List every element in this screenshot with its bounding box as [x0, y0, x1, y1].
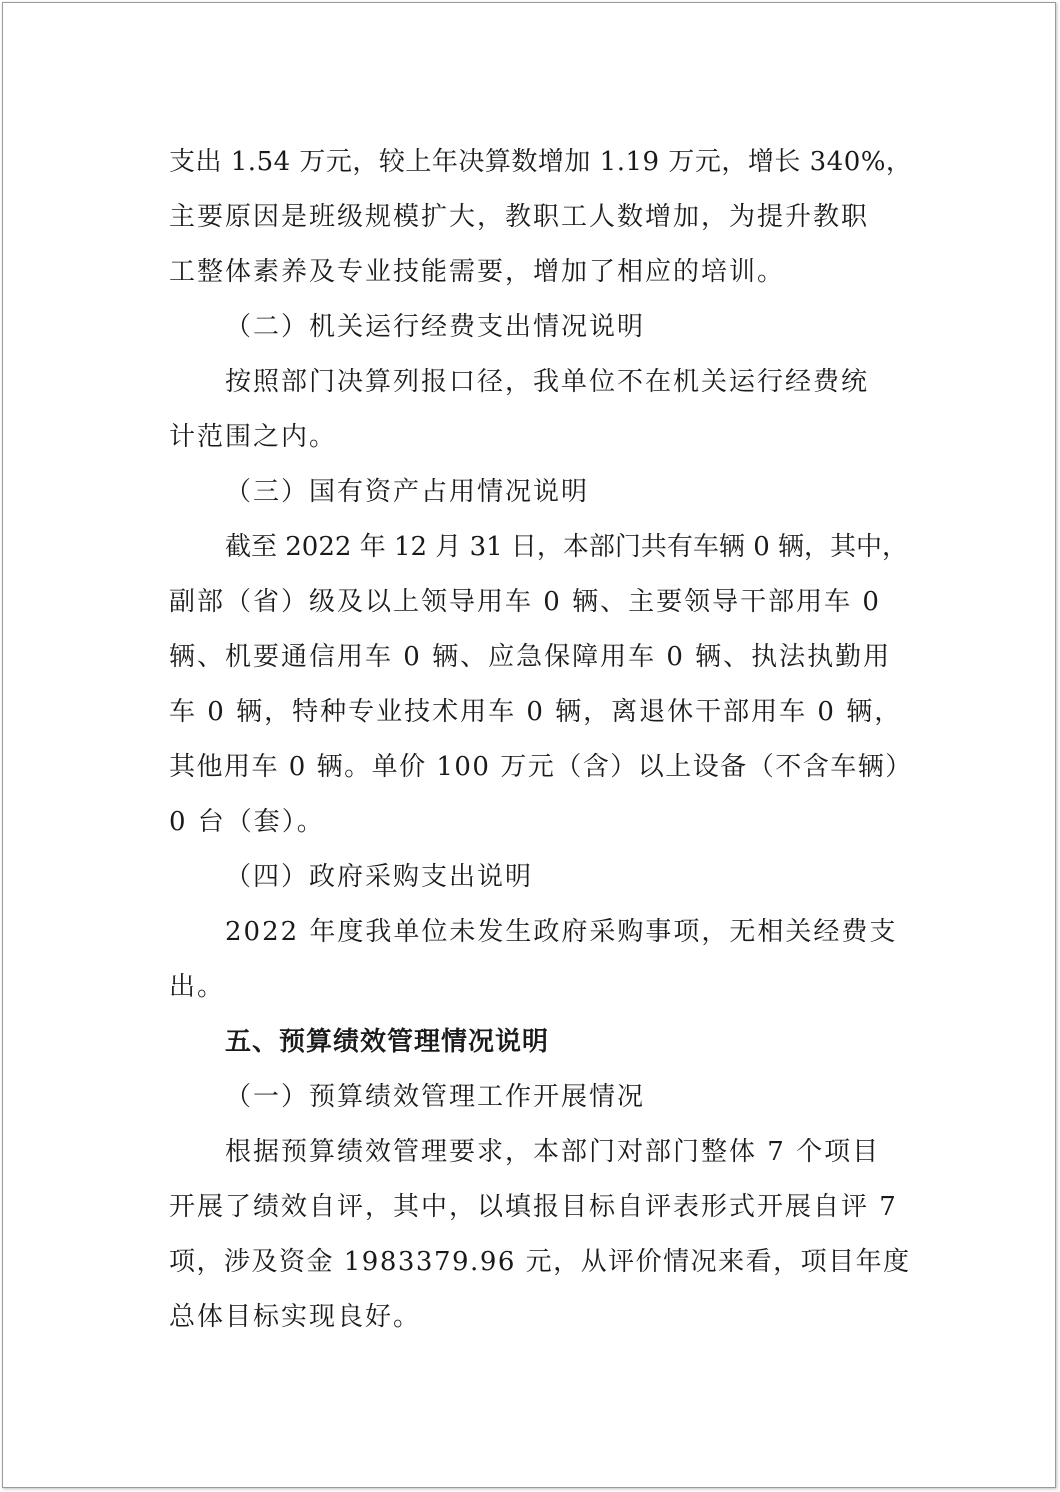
section-heading: （四）政府采购支出说明 [225, 862, 534, 892]
text-line: 开展了绩效自评，其中，以填报目标自评表形式开展自评 7 [169, 1192, 898, 1222]
chapter-heading: 五、预算绩效管理情况说明 [225, 1027, 550, 1057]
text-line: 总体目标实现良好。 [169, 1302, 422, 1332]
text-line: 其他用车 0 辆。单价 100 万元（含）以上设备（不含车辆） [169, 752, 913, 782]
text-line: 按照部门决算列报口径，我单位不在机关运行经费统 [225, 367, 870, 397]
section-heading: （三）国有资产占用情况说明 [225, 477, 590, 507]
text-line: 主要原因是班级规模扩大，教职工人数增加，为提升教职 [169, 202, 870, 232]
section-heading: （一）预算绩效管理工作开展情况 [225, 1082, 646, 1112]
text-line: 0 台（套）。 [169, 807, 325, 837]
text-line: 工整体素养及专业技能需要，增加了相应的培训。 [169, 257, 786, 287]
text-line: 车 0 辆，特种专业技术用车 0 辆，离退休干部用车 0 辆， [169, 697, 903, 727]
text-line: 截至 2022 年 12 月 31 日，本部门共有车辆 0 辆，其中， [225, 532, 908, 562]
text-line: 2022 年度我单位未发生政府采购事项，无相关经费支 [225, 917, 898, 947]
text-line: 辆、机要通信用车 0 辆、应急保障用车 0 辆、执法执勤用 [169, 642, 892, 672]
text-line: 计范围之内。 [169, 422, 338, 452]
text-line: 根据预算绩效管理要求，本部门对部门整体 7 个项目 [225, 1137, 881, 1167]
section-heading: （二）机关运行经费支出情况说明 [225, 312, 646, 342]
text-line: 项，涉及资金 1983379.96 元，从评价情况来看，项目年度 [169, 1247, 911, 1277]
text-line: 支出 1.54 万元，较上年决算数增加 1.19 万元，增长 340%， [169, 147, 913, 177]
text-line: 出。 [169, 972, 226, 1002]
document-page [2, 2, 1056, 1488]
text-line: 副部（省）级及以上领导用车 0 辆、主要领导干部用车 0 [169, 587, 881, 617]
